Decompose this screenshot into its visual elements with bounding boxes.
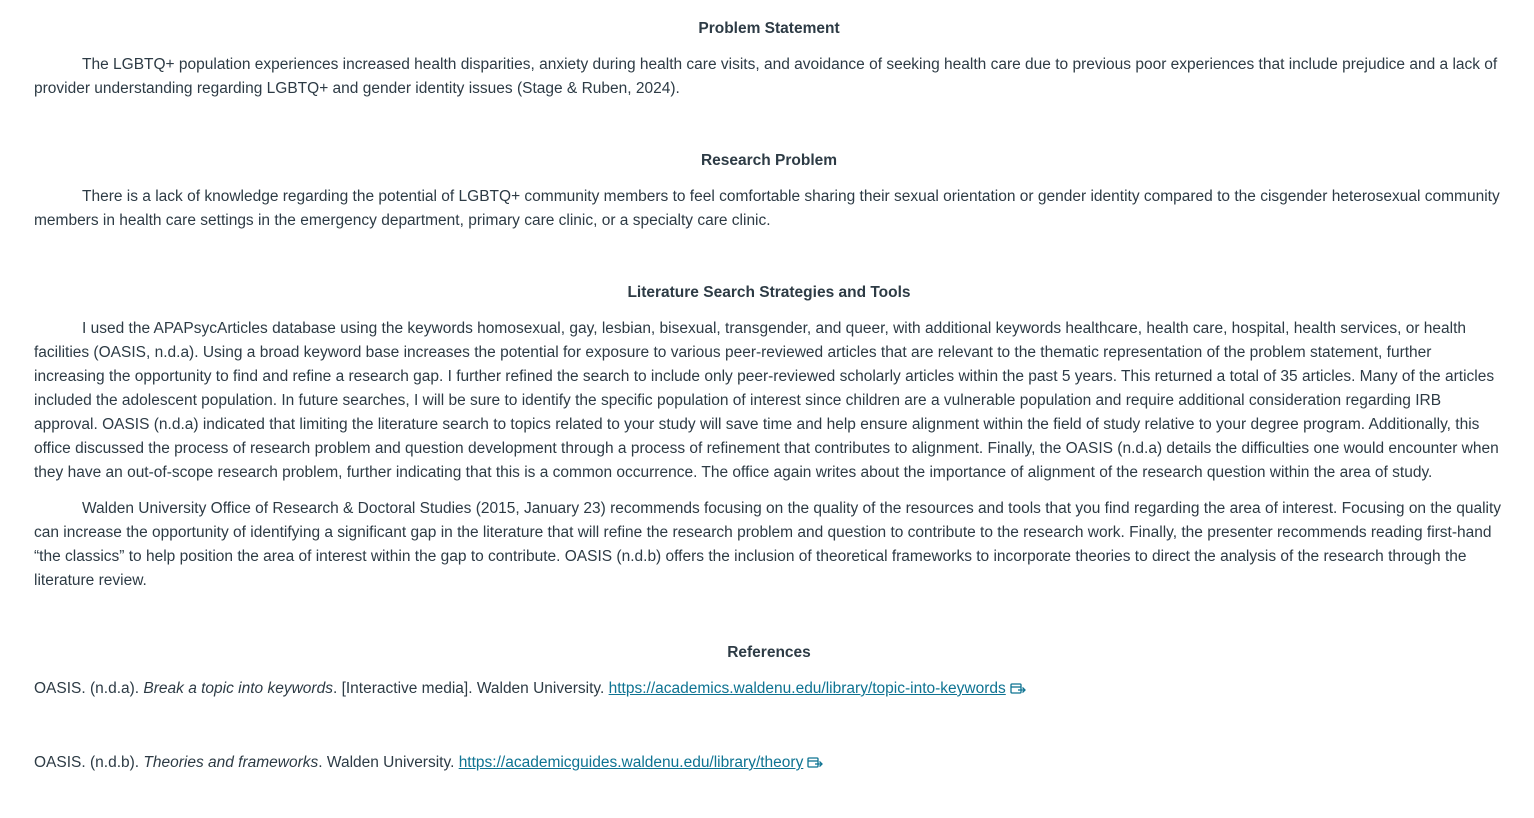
literature-search-heading: Literature Search Strategies and Tools [627,284,911,301]
reference-link[interactable]: https://academics.waldenu.edu/library/topic-into-keywords [608,680,1006,697]
reference-prefix: OASIS. (n.d.a). [34,680,144,697]
external-link-icon[interactable] [807,753,824,777]
reference-item [34,677,1504,703]
research-problem-paragraph: There is a lack of knowledge regarding the potential of LGBTQ+ community members to feel comfortable sharing their sexual orientation or gender identity compared to the cisgender heterosexual community members in health care settings in the emergency department, primary care clinic, or a specialty care clinic. [34,188,1500,229]
references-heading: References [727,644,811,661]
reference-link[interactable]: https://academicguides.waldenu.edu/library/theory [458,754,804,771]
reference-suffix: . Walden University. [318,754,459,771]
literature-search-paragraph-2: Walden University Office of Research & Doctoral Studies (2015, January 23) recommends focusing on the quality of the resources and tools that you find regarding the area of interest. Focusing on the quality can increase the opportunity of identifying a significant gap in the literature that will refine the research problem and question to contribute to the research work. Finally, the presenter recommends reading first-hand “the classics” to help position the area of interest within the gap to contribute. OASIS (n.d.b) offers the inclusion of theoretical frameworks to incorporate theories to direct the analysis of the research through the literature review. [34,500,1502,589]
research-problem-heading: Research Problem [700,152,838,169]
literature-search-paragraph-1: I used the APAPsycArticles database using the keywords homosexual, gay, lesbian, bisexual, transgender, and queer, with additional keywords healthcare, health care, hospital, health services, or health facilities (OASIS, n.d.a). Using a broad keyword base increases the potential for exposure to various peer-reviewed articles that are relevant to the thematic representation of the problem statement, further increasing the opportunity to find and refine a research gap. I further refined the search to include only peer-reviewed scholarly articles within the past 5 years. This returned a total of 35 articles. Many of the articles included the adolescent population. In future searches, I will be sure to identify the specific population of interest since children are a vulnerable population and require additional consideration regarding IRB approval. OASIS (n.d.a) indicated that limiting the literature search to topics related to your study will save time and help ensure alignment within the field of study relative to your degree program. Additionally, this office discussed the process of research problem and question development through a process of refinement that contributes to alignment. Finally, the OASIS (n.d.a) details the difficulties one would encounter when they have an out-of-scope research problem, further indicating that this is a common occurrence. The office again writes about the importance of alignment of the research question within the area of study. [34,320,1499,481]
problem-statement-paragraph: The LGBTQ+ population experiences increased health disparities, anxiety during health care visits, and avoidance of seeking health care due to previous poor experiences that include prejudice and a lack of provider understanding regarding LGBTQ+ and gender identity issues (Stage & Ruben, 2024). [34,56,1498,97]
reference-title: Theories and frameworks [143,754,319,771]
reference-prefix: OASIS. (n.d.b). [34,754,144,771]
reference-item [34,751,1504,777]
reference-suffix: . [Interactive media]. Walden University. [332,680,609,697]
problem-statement-heading: Problem Statement [698,20,840,37]
external-link-icon[interactable] [1010,679,1027,703]
reference-title: Break a topic into keywords [143,680,333,697]
